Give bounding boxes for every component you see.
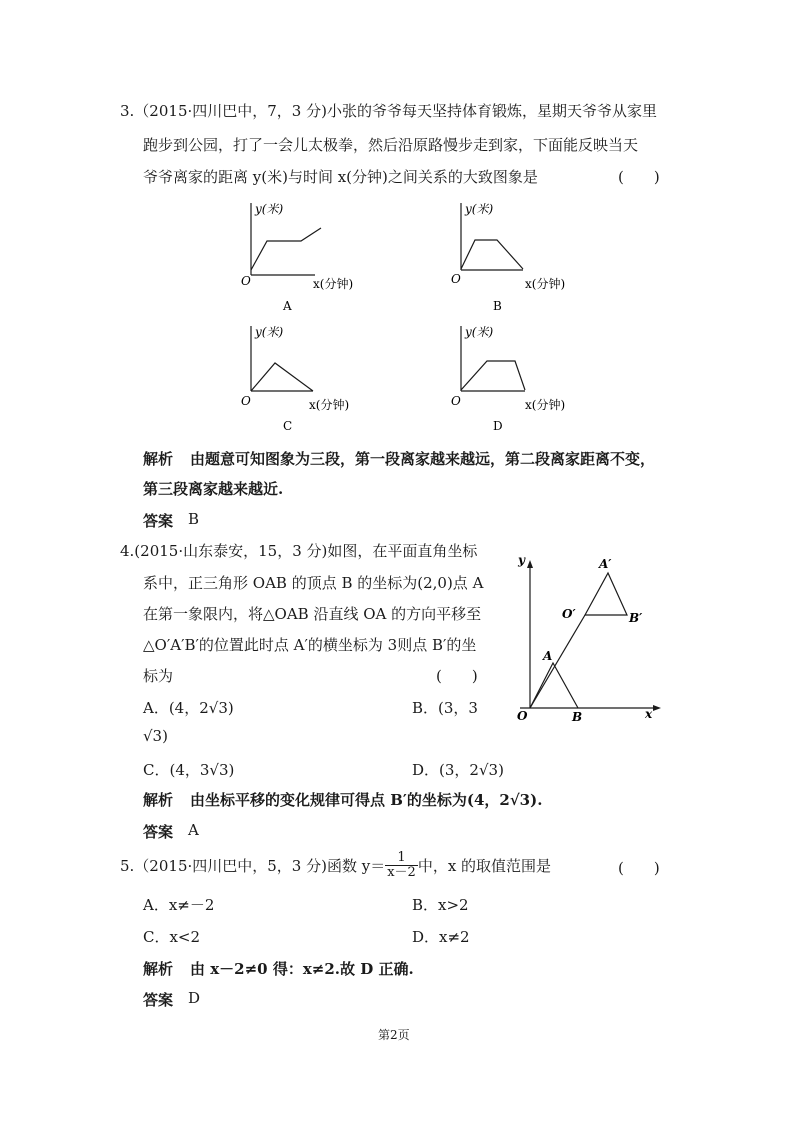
graph-d-letter: D	[493, 419, 503, 433]
q4-option-a: A．(4，2√3)	[143, 699, 234, 717]
graph-d-ylabel: y(米)	[465, 325, 494, 339]
q4-option-b-part2: √3)	[143, 727, 168, 745]
q5-line-suffix: 中，x 的取值范围是	[417, 856, 552, 875]
graph-a-origin: O	[241, 274, 251, 288]
q4-option-d: D．(3，2√3)	[412, 761, 504, 779]
q5-fraction	[385, 851, 418, 880]
q3-line-2: 跑步到公园，打了一会儿太极拳，然后沿原路慢步走到家，下面能反映当天	[143, 136, 639, 154]
page-number: 第2页	[378, 1028, 410, 1042]
q4-line-3: 在第一象限内，将△OAB 沿直线 OA 的方向平移至	[143, 605, 482, 623]
q4-option-c: C．(4，3√3)	[143, 761, 235, 779]
q3-line-1: 3.（2015·四川巴中，7，3 分)小张的爷爷每天坚持体育锻炼，星期天爷爷从家里	[120, 102, 657, 120]
q5-fraction-denominator: x－2	[387, 864, 416, 880]
graph-b-xlabel: x(分钟)	[525, 277, 566, 291]
graph-b-curve	[461, 240, 523, 269]
graph-a-curve	[251, 228, 321, 270]
q3-answer-label: 答案	[143, 512, 174, 530]
fig-b-label: B	[572, 710, 583, 723]
q5-line-prefix: 5.（2015·四川巴中，5，3 分)函数 y＝	[120, 856, 386, 875]
fig-a-label: A	[543, 649, 553, 663]
graph-c-letter: C	[283, 419, 293, 433]
graph-d-origin: O	[451, 394, 461, 408]
graph-c-ylabel: y(米)	[255, 325, 284, 339]
q3-analysis-line-2: 第三段离家越来越近.	[143, 480, 284, 498]
fig-b-prime-label: B′	[629, 611, 643, 625]
q5-answer: D	[188, 989, 201, 1007]
q5-option-a: A．x≠－2	[143, 896, 215, 914]
graph-d	[445, 318, 595, 438]
graph-a-xlabel: x(分钟)	[313, 277, 354, 291]
q3-analysis-label: 解析	[143, 450, 174, 468]
q4-analysis-label: 解析	[143, 791, 174, 809]
q5-option-d: D．x≠2	[412, 928, 470, 946]
graph-d-curve	[461, 361, 525, 390]
fig-y-label: y	[518, 553, 525, 567]
q5-option-c: C．x<2	[143, 928, 201, 946]
graph-a-ylabel: y(米)	[255, 202, 284, 216]
q4-line-2: 系中，正三角形 OAB 的顶点 B 的坐标为(2,0)点 A	[143, 574, 484, 592]
fig-x-label: x	[645, 707, 653, 721]
graph-c-origin: O	[241, 394, 251, 408]
q4-option-b-part1: B．(3，3	[412, 699, 478, 717]
graph-d-xlabel: x(分钟)	[525, 398, 566, 412]
q3-line-3: 爷爷离家的距离 y(米)与时间 x(分钟)之间关系的大致图象是	[143, 168, 538, 186]
q5-line	[120, 848, 551, 882]
q5-option-b: B．x>2	[412, 896, 469, 914]
q4-line-4: △O′A′B′的位置此时点 A′的横坐标为 3则点 B′的坐	[143, 636, 477, 654]
graph-a-letter: A	[283, 299, 292, 313]
q5-answer-label: 答案	[143, 991, 174, 1009]
q5-analysis: 由 x－2≠0 得：x≠2.故 D 正确.	[190, 960, 414, 978]
graph-a	[235, 195, 385, 315]
graph-b-letter: B	[493, 299, 502, 313]
q4-paren: ( )	[436, 667, 478, 685]
q4-line-1: 4.(2015·山东泰安，15，3 分)如图，在平面直角坐标	[120, 542, 478, 560]
graph-b	[445, 195, 595, 315]
q3-answer: B	[188, 510, 200, 528]
fig-a-prime-label: A′	[599, 557, 612, 571]
graph-c-xlabel: x(分钟)	[309, 398, 350, 412]
graph-c-curve	[251, 363, 313, 391]
q5-paren: ( )	[618, 859, 660, 877]
fig-o-prime-label: O′	[562, 607, 576, 621]
triangle-oab-prime	[585, 573, 627, 615]
triangle-oab	[530, 663, 578, 708]
graph-c	[235, 318, 385, 438]
fig-o-label: O	[517, 709, 528, 723]
q3-paren: ( )	[618, 168, 660, 186]
q4-analysis: 由坐标平移的变化规律可得点 B′的坐标为(4，2√3).	[190, 791, 543, 809]
q4-line-5: 标为	[143, 667, 174, 685]
q4-figure	[505, 548, 665, 723]
q3-analysis-line-1: 由题意可知图象为三段，第一段离家越来越远，第二段离家距离不变，	[190, 450, 656, 468]
q4-answer: A	[188, 821, 199, 839]
q5-analysis-label: 解析	[143, 960, 174, 978]
q5-fraction-numerator: 1	[385, 851, 418, 866]
q4-answer-label: 答案	[143, 823, 174, 841]
graph-b-origin: O	[451, 272, 461, 286]
graph-b-ylabel: y(米)	[465, 202, 494, 216]
